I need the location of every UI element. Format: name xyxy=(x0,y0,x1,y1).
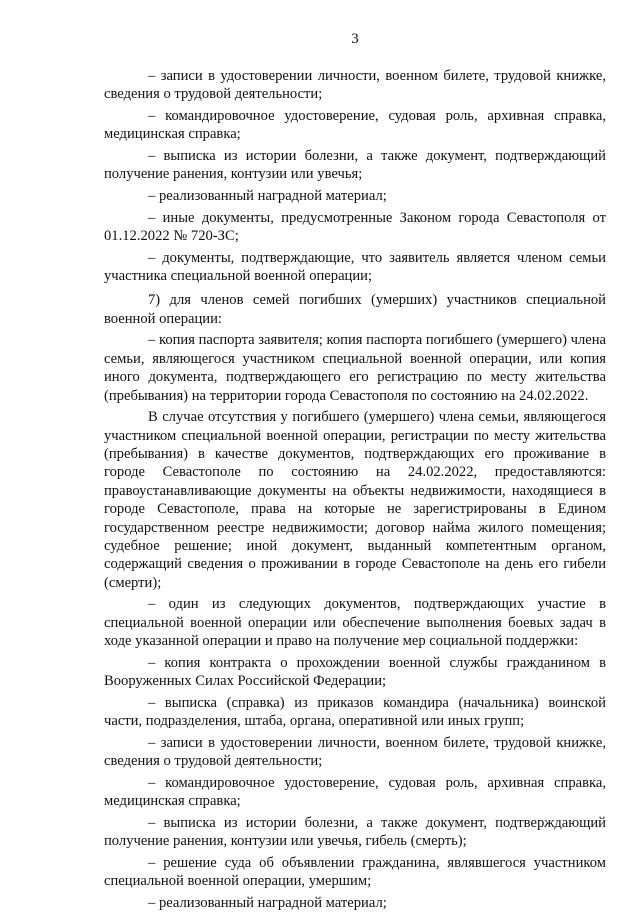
paragraph-orders-extract: – выписка (справка) из приказов командира (начальника) воинской части, подразделения, штаба, органа, оперативной или иных групп; xyxy=(104,694,606,730)
paragraph-medical-history-2: – выписка из истории болезни, а также документ, подтверждающий получение ранения, контузии или увечья, гибель (смерть); xyxy=(104,814,606,850)
paragraph-no-registration-case: В случае отсутствия у погибшего (умершего) члена семьи, являющегося участником специальной военной операции, регистрации по месту жительства (пребывания) в качестве документов, подтверждающих его проживание в городе Севастополе по состоянию на 24.02.2022, предоставляются: правоустанавливающие документы на объекты недвижимости, находящиеся в городе Севастополе, права на которые не зарегистрированы в Едином государственном реестре недвижимости; договор найма жилого помещения; судебное решение; иной документ, выданный компетентным органом, содержащий сведения о проживании в городе Севастополе на день его гибели (смерти); xyxy=(104,409,606,591)
paragraph-id-records: – записи в удостоверении личности, военном билете, трудовой книжке, сведения о трудовой деятельности; xyxy=(104,68,606,103)
paragraph-id-records-2: – записи в удостоверении личности, военном билете, трудовой книжке, сведения о трудовой деятельности; xyxy=(104,734,606,770)
paragraph-family-member-proof: – документы, подтверждающие, что заявитель является членом семьи участника специальной военной операции; xyxy=(104,249,606,284)
paragraph-travel-certificate: – командировочное удостоверение, судовая роль, архивная справка, медицинская справка; xyxy=(104,108,606,143)
paragraph-one-of-documents: – один из следующих документов, подтверждающих участие в специальной военной операции или обеспечение выполнения боевых задач в ходе указанной операции и право на получение мер социальной поддержки: xyxy=(104,596,606,650)
paragraph-passport-copy: – копия паспорта заявителя; копия паспорта погибшего (умершего) члена семьи, являющегося участником специальной военной операции, или копия иного документа, подтверждающего его регистрацию по месту жительства (пребывания) на территории города Севастополя по состоянию на 24.02.2022. xyxy=(104,332,606,404)
paragraph-award-material: – реализованный наградной материал; xyxy=(148,188,387,204)
page-number: 3 xyxy=(351,31,359,47)
paragraph-other-documents: – иные документы, предусмотренные Законом города Севастополя от 01.12.2022 № 720-ЗС; xyxy=(104,209,606,244)
paragraph-court-decision: – решение суда об объявлении гражданина, являвшегося участником специальной военной операции, умершим; xyxy=(104,854,606,890)
paragraph-travel-certificate-2: – командировочное удостоверение, судовая роль, архивная справка, медицинская справка; xyxy=(104,774,606,810)
paragraph-item-7-heading: 7) для членов семей погибших (умерших) участников специальной военной операции: xyxy=(104,292,606,327)
paragraph-award-material-2: – реализованный наградной материал; xyxy=(148,894,387,911)
paragraph-medical-history: – выписка из истории болезни, а также документ, подтверждающий получение ранения, контузии или увечья; xyxy=(104,148,606,183)
paragraph-contract-copy: – копия контракта о прохождении военной службы гражданином в Вооруженных Силах Российской Федерации; xyxy=(104,654,606,690)
